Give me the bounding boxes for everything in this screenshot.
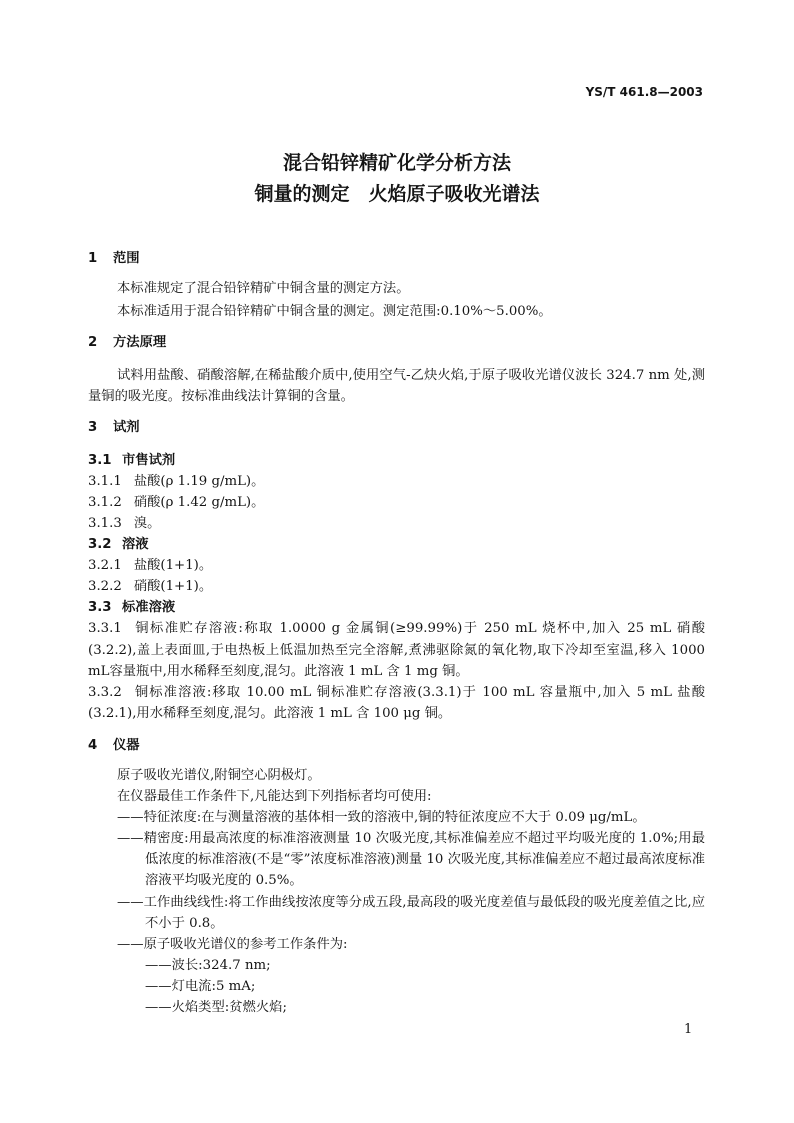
section-number: 4 — [88, 737, 98, 753]
title-line-2: 铜量的测定 火焰原子吸收光谱法 — [254, 183, 540, 205]
item-text: 溴。 — [133, 515, 161, 531]
reagent-item — [88, 555, 705, 576]
dash-marker: —— — [145, 978, 172, 994]
reagent-item — [88, 492, 705, 513]
item-text: 硝酸(1+1)。 — [133, 579, 213, 595]
subsection-number: 3.3 — [88, 600, 112, 616]
item-text: 硝酸(ρ 1.42 g/mL)。 — [133, 494, 265, 510]
condition-text: 波长:324.7 nm; — [171, 957, 271, 973]
dash-marker: —— — [117, 936, 144, 952]
subsection-title: 溶液 — [122, 537, 149, 553]
document-body — [88, 248, 705, 1018]
subsection-title: 标准溶液 — [122, 600, 176, 616]
principle-paragraph: 试料用盐酸、硝酸溶解,在稀盐酸介质中,使用空气-乙炔火焰,于原子吸收光谱仪波长 324.7 nm 处,测量铜的吸光度。按标准曲线法计算铜的含量。 — [88, 367, 705, 404]
section-heading-apparatus — [88, 735, 705, 756]
subsection-heading-commercial-reagents — [88, 450, 705, 471]
subsection-number: 3.1 — [88, 452, 112, 468]
item-text: 铜标准贮存溶液:称取 1.0000 g 金属铜(≥99.99%)于 250 mL 烧杯中,加入 25 mL 硝酸(3.2.2),盖上表面皿,于电热板上低温加热至完全溶解,煮沸驱除氮的氧化物,取下冷却至室温,移入 1000 mL容量瓶中,用水稀释至刻度,混匀。此溶液 1 mL 含 1 mg 铜。 — [88, 621, 705, 679]
section-title: 范围 — [113, 251, 140, 266]
condition-text: 火焰类型:贫燃火焰; — [171, 1000, 287, 1015]
reagent-item — [88, 513, 705, 534]
criterion-text: 特征浓度:在与测量溶液的基体相一致的溶液中,铜的特征浓度应不大于 0.09 μg/mL。 — [143, 810, 646, 826]
condition-item — [145, 955, 705, 976]
section-heading-principle — [88, 332, 705, 353]
section-number: 2 — [88, 335, 98, 351]
item-number: 3.2.1 — [88, 558, 122, 574]
item-text: 铜标准溶液:移取 10.00 mL 铜标准贮存溶液(3.3.1)于 100 mL 容量瓶中,加入 5 mL 盐酸(3.2.1),用水稀释至刻度,混匀。此溶液 1 mL 含 100 μg 铜。 — [88, 684, 705, 721]
dash-marker: —— — [117, 810, 144, 826]
item-number: 3.1.2 — [88, 494, 122, 510]
subsection-title: 市售试剂 — [122, 452, 176, 468]
criterion-item — [117, 892, 705, 934]
reagent-item — [88, 618, 705, 681]
criterion-text: 精密度:用最高浓度的标准溶液测量 10 次吸光度,其标准偏差应不超过平均吸光度的 1.0%;用最低浓度的标准溶液(不是“零”浓度标准溶液)测量 10 次吸光度,其标准偏差应不超过最高浓度标准溶液平均吸光度的 0.5%。 — [143, 831, 705, 889]
reagent-item — [88, 682, 705, 724]
subsection-heading-solutions — [88, 534, 705, 555]
section-title: 方法原理 — [113, 335, 167, 351]
title-line-1: 混合铅锌精矿化学分析方法 — [282, 152, 511, 174]
dash-marker: —— — [145, 957, 172, 973]
item-text: 盐酸(1+1)。 — [133, 558, 213, 574]
item-number: 3.2.2 — [88, 579, 122, 595]
section-title: 试剂 — [113, 420, 140, 436]
scope-paragraph: 本标准适用于混合铅锌精矿中铜含量的测定。测定范围:0.10%～5.00%。 — [117, 304, 552, 320]
document-title — [0, 148, 794, 210]
section-number: 1 — [88, 251, 98, 266]
section-number: 3 — [88, 420, 98, 436]
item-number: 3.3.1 — [88, 621, 122, 637]
criterion-item — [117, 807, 705, 828]
dash-marker: —— — [117, 831, 144, 847]
reagent-item — [88, 471, 705, 492]
criterion-text: 原子吸收光谱仪的参考工作条件为: — [143, 936, 348, 952]
reagent-item — [88, 576, 705, 597]
apparatus-paragraph: 在仪器最佳工作条件下,凡能达到下列指标者均可使用: — [117, 789, 432, 805]
subsection-number: 3.2 — [88, 537, 112, 553]
criterion-item — [117, 934, 705, 955]
item-number: 3.1.1 — [88, 473, 122, 489]
dash-marker: —— — [145, 1000, 172, 1015]
criterion-item — [117, 828, 705, 891]
section-title: 仪器 — [113, 737, 140, 753]
item-number: 3.1.3 — [88, 515, 122, 531]
subsection-heading-standard-solutions — [88, 597, 705, 618]
condition-item — [145, 997, 705, 1018]
section-heading-scope — [88, 248, 705, 269]
item-number: 3.3.2 — [88, 684, 122, 700]
dash-marker: —— — [117, 894, 144, 910]
criterion-text: 工作曲线线性:将工作曲线按浓度等分成五段,最高段的吸光度差值与最低段的吸光度差值之比,应不小于 0.8。 — [143, 894, 705, 931]
scope-paragraph: 本标准规定了混合铅锌精矿中铜含量的测定方法。 — [117, 281, 410, 297]
apparatus-paragraph: 原子吸收光谱仪,附铜空心阴极灯。 — [117, 767, 321, 783]
item-text: 盐酸(ρ 1.19 g/mL)。 — [133, 473, 265, 489]
condition-text: 灯电流:5 mA; — [171, 978, 256, 994]
section-heading-reagents — [88, 417, 705, 438]
condition-item — [145, 976, 705, 997]
page-number: 1 — [684, 1022, 693, 1037]
standard-code: YS/T 461.8—2003 — [585, 85, 703, 99]
